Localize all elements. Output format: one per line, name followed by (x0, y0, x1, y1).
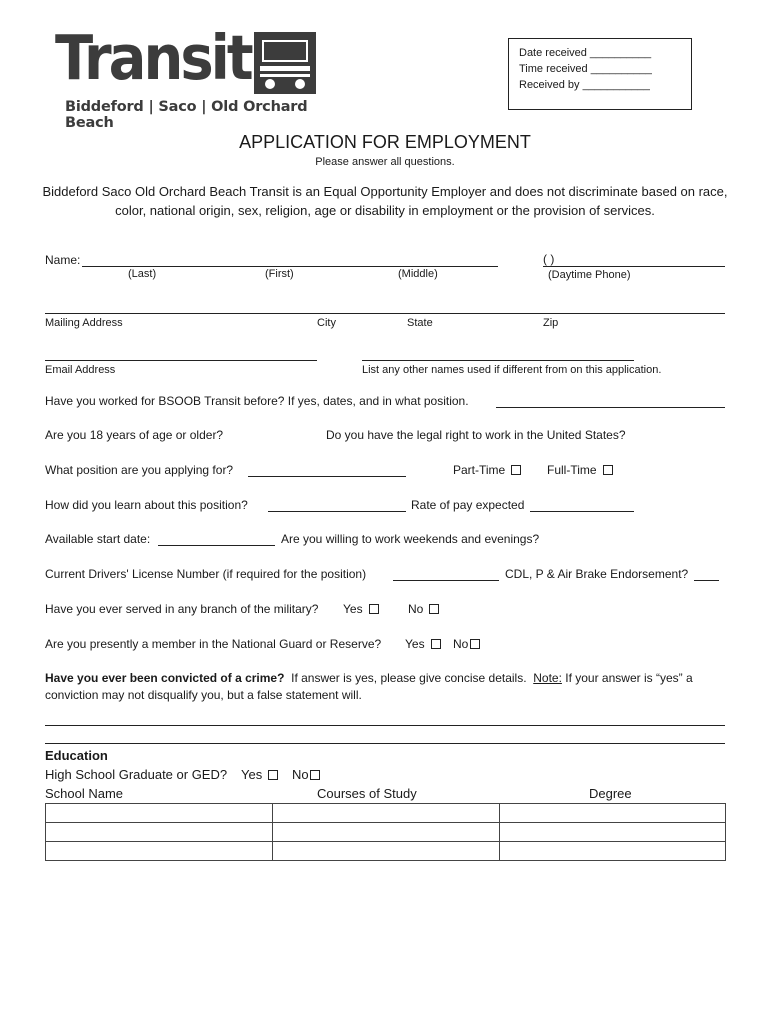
crime-note: If your answer is “yes” a (561, 671, 693, 685)
military-yes-option[interactable] (343, 602, 379, 616)
rate-label: Rate of pay expected (411, 498, 525, 512)
column-degree: Degree (589, 786, 632, 801)
crime-details-line-2[interactable] (45, 743, 725, 744)
start-date-field[interactable] (158, 545, 275, 546)
full-time-option[interactable] (547, 463, 613, 477)
position-question: What position are you applying for? (45, 463, 234, 477)
phone-field[interactable] (543, 266, 725, 267)
degree-cell[interactable] (500, 842, 726, 861)
crime-instruction: If answer is yes, please give concise details. (284, 671, 534, 685)
military-question: Have you ever served in any branch of the military? (45, 602, 319, 616)
cdl-question: CDL, P & Air Brake Endorsement? (505, 567, 689, 581)
middle-name-label: (Middle) (398, 268, 438, 280)
graduate-yes-label: Yes (241, 767, 263, 782)
crime-question-line2: conviction may not disqualify you, but a false statement will. (45, 688, 362, 702)
education-heading: Education (45, 748, 108, 763)
email-label: Email Address (45, 364, 116, 376)
page-subtitle: Please answer all questions. (315, 156, 455, 168)
full-time-checkbox[interactable] (603, 465, 613, 475)
military-yes-label: Yes (343, 602, 363, 616)
learn-field[interactable] (268, 511, 406, 512)
part-time-option[interactable] (453, 463, 521, 477)
name-label: Name: (45, 253, 81, 267)
part-time-label: Part-Time (453, 463, 506, 477)
email-field[interactable] (45, 360, 317, 361)
worked-before-field[interactable] (496, 407, 725, 408)
other-names-field[interactable] (362, 360, 634, 361)
part-time-checkbox[interactable] (511, 465, 521, 475)
license-question: Current Drivers' License Number (if required for the position) (45, 567, 367, 581)
logo-subtitle: Biddeford | Saco | Old Orchard Beach (65, 99, 308, 131)
guard-question: Are you presently a member in the National Guard or Reserve? (45, 637, 382, 651)
mailing-address-label: Mailing Address (45, 317, 123, 329)
city-label: City (317, 317, 336, 329)
table-row (46, 804, 726, 823)
military-no-checkbox[interactable] (429, 604, 439, 614)
guard-no-label: No (453, 637, 469, 651)
school-name-cell[interactable] (46, 842, 273, 861)
guard-yes-checkbox[interactable] (431, 639, 441, 649)
received-by: Received by ___________ (519, 79, 650, 91)
state-label: State (407, 317, 433, 329)
transit-logo (55, 22, 319, 131)
graduate-no-option[interactable] (292, 767, 320, 782)
crime-details-line-1[interactable] (45, 725, 725, 726)
school-name-cell[interactable] (46, 823, 273, 842)
phone-area-code: ( ) (543, 252, 555, 266)
full-time-label: Full-Time (547, 463, 597, 477)
crime-question-bold: Have you ever been convicted of a crime? (45, 671, 285, 685)
guard-no-checkbox[interactable] (470, 639, 480, 649)
start-date-label: Available start date: (45, 532, 151, 546)
crime-question (45, 671, 693, 685)
eeo-statement-line2: color, national origin, sex, religion, age or disability in employment or the provision of services. (115, 203, 655, 218)
zip-label: Zip (543, 317, 559, 329)
name-field[interactable] (82, 266, 498, 267)
date-received: Date received __________ (519, 47, 652, 59)
column-courses-of-study: Courses of Study (317, 786, 417, 801)
graduate-no-checkbox[interactable] (310, 770, 320, 780)
degree-cell[interactable] (500, 804, 726, 823)
courses-cell[interactable] (273, 842, 500, 861)
guard-yes-option[interactable] (405, 637, 441, 651)
weekends-question: Are you willing to work weekends and evenings? (281, 532, 540, 546)
note-label: Note: (533, 671, 562, 685)
graduate-question: High School Graduate or GED? (45, 767, 228, 782)
courses-cell[interactable] (273, 823, 500, 842)
address-field[interactable] (45, 313, 725, 314)
learn-question: How did you learn about this position? (45, 498, 248, 512)
rate-field[interactable] (530, 511, 634, 512)
graduate-yes-option[interactable] (241, 767, 278, 782)
cdl-field[interactable] (694, 580, 719, 581)
time-received: Time received __________ (519, 63, 652, 75)
school-name-cell[interactable] (46, 804, 273, 823)
education-table (45, 803, 726, 861)
degree-cell[interactable] (500, 823, 726, 842)
graduate-no-label: No (292, 767, 309, 782)
guard-yes-label: Yes (405, 637, 425, 651)
eeo-statement-line1: Biddeford Saco Old Orchard Beach Transit is an Equal Opportunity Employer and does not discriminate based on race, (42, 184, 728, 199)
table-row (46, 842, 726, 861)
page-title: APPLICATION FOR EMPLOYMENT (239, 132, 531, 152)
courses-cell[interactable] (273, 804, 500, 823)
received-box (508, 38, 692, 110)
legal-right-question: Do you have the legal right to work in the United States? (326, 428, 626, 442)
military-no-label: No (408, 602, 424, 616)
position-field[interactable] (248, 476, 406, 477)
military-yes-checkbox[interactable] (369, 604, 379, 614)
phone-label: (Daytime Phone) (548, 269, 631, 281)
other-names-label: List any other names used if different from on this application. (362, 364, 662, 376)
graduate-yes-checkbox[interactable] (268, 770, 278, 780)
bus-icon (252, 30, 318, 96)
guard-no-option[interactable] (453, 637, 480, 651)
column-school-name: School Name (45, 786, 124, 801)
worked-before-question: Have you worked for BSOOB Transit before? If yes, dates, and in what position. (45, 394, 469, 408)
age-question: Are you 18 years of age or older? (45, 428, 224, 442)
military-no-option[interactable] (408, 602, 439, 616)
license-field[interactable] (393, 580, 499, 581)
logo-wordmark: Transit (55, 22, 251, 95)
table-row (46, 823, 726, 842)
last-name-label: (Last) (128, 268, 157, 280)
first-name-label: (First) (265, 268, 294, 280)
